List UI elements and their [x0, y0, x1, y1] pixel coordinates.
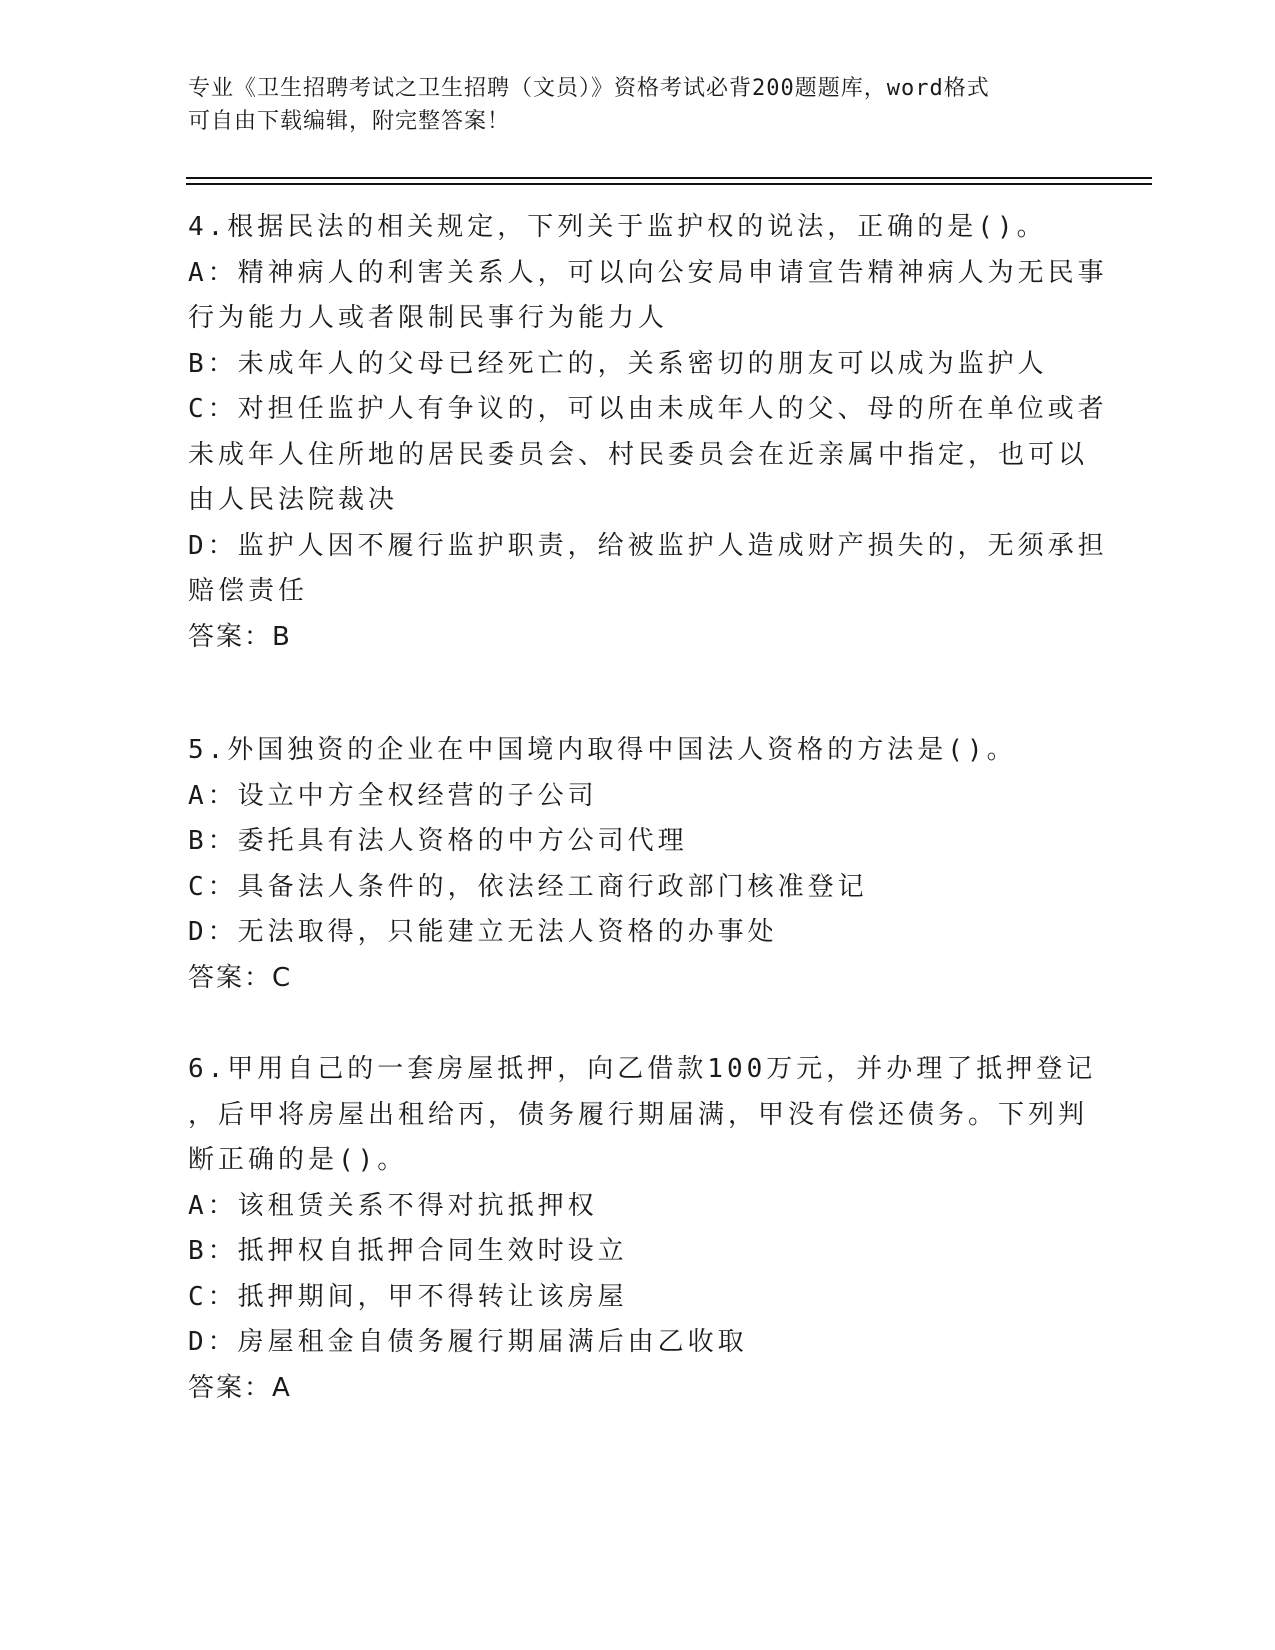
- document-header: [188, 72, 1068, 138]
- option-b: B：抵押权自抵押合同生效时设立: [188, 1236, 628, 1266]
- header-divider-bottom: [186, 183, 1152, 185]
- option-b: B：委托具有法人资格的中方公司代理: [188, 826, 688, 856]
- header-divider-top: [186, 177, 1152, 179]
- option-a-continued: 行为能力人或者限制民事行为能力人: [188, 303, 669, 333]
- header-line-2: 可自由下载编辑，附完整答案！: [188, 109, 511, 134]
- question-stem: 6.甲用自己的一套房屋抵押，向乙借款100万元，并办理了抵押登记: [188, 1054, 1097, 1084]
- option-a: A：设立中方全权经营的子公司: [188, 780, 598, 811]
- option-c: C：对担任监护人有争议的，可以由未成年人的父、母的所在单位或者: [188, 394, 1108, 424]
- header-line-1: 专业《卫生招聘考试之卫生招聘（文员）》资格考试必背200题题库，word格式: [188, 76, 990, 101]
- option-c-continued: 由人民法院裁决: [188, 485, 399, 515]
- answer-label: 答案：A: [188, 1372, 292, 1403]
- option-c: C：抵押期间，甲不得转让该房屋: [188, 1281, 628, 1312]
- answer-label: 答案：B: [188, 621, 292, 652]
- question-4: [188, 205, 1108, 660]
- question-stem: 5.外国独资的企业在中国境内取得中国法人资格的方法是()。: [188, 735, 1017, 765]
- question-6: [188, 1047, 1097, 1411]
- option-d: D：监护人因不履行监护职责，给被监护人造成财产损失的，无须承担: [188, 530, 1108, 561]
- question-stem: 4.根据民法的相关规定，下列关于监护权的说法，正确的是()。: [188, 212, 1047, 242]
- option-c: C：具备法人条件的，依法经工商行政部门核准登记: [188, 871, 868, 902]
- option-b: B：未成年人的父母已经死亡的，关系密切的朋友可以成为监护人: [188, 348, 1048, 379]
- option-d: D：无法取得，只能建立无法人资格的办事处: [188, 917, 778, 947]
- option-a: A：该租赁关系不得对抗抵押权: [188, 1190, 598, 1221]
- option-c-continued: 未成年人住所地的居民委员会、村民委员会在近亲属中指定，也可以: [188, 439, 1089, 470]
- option-a: A：精神病人的利害关系人，可以向公安局申请宣告精神病人为无民事: [188, 257, 1108, 288]
- question-5: [188, 728, 1088, 1001]
- option-d: D：房屋租金自债务履行期届满后由乙收取: [188, 1327, 748, 1357]
- question-stem-continued: ，后甲将房屋出租给丙，债务履行期届满，甲没有偿还债务。下列判: [188, 1099, 1089, 1130]
- answer-label: 答案：C: [188, 962, 293, 993]
- question-stem-continued: 断正确的是()。: [188, 1145, 408, 1175]
- option-d-continued: 赔偿责任: [188, 576, 309, 606]
